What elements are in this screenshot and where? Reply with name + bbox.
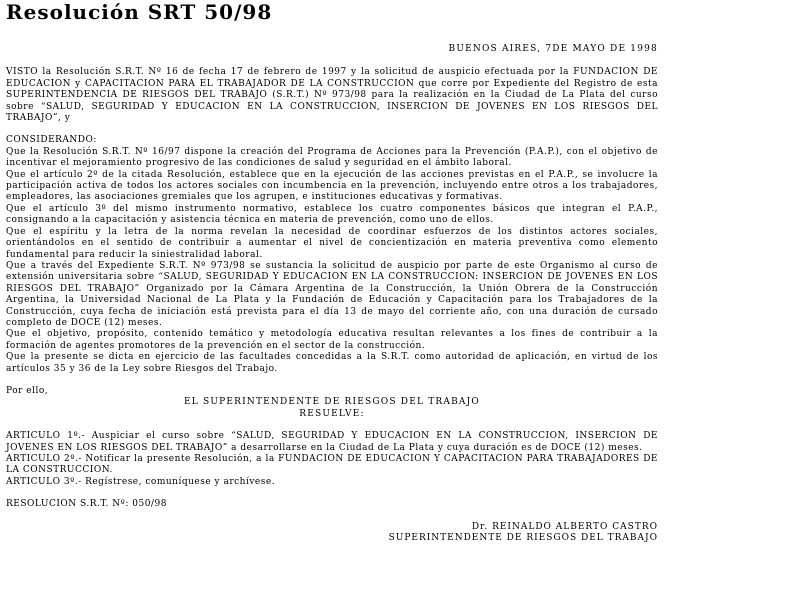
considerando-paragraph: Que la presente se dicta en ejercicio de las facultades concedidas a la S.R.T. como autoridad de aplicación, en virtud de los artículos 35 y 36 de la Ley sobre Riesgos del Trabajo. xyxy=(6,352,658,374)
considerando-heading: CONSIDERANDO: xyxy=(6,135,97,146)
considerando-paragraph: Que el espíritu y la letra de la norma revelan la necesidad de coordinar esfuerzos de los distintos actores sociales, orientándolos en el sentido de contribuir a aumentar el nivel de concientización en materia preventiva como elemento fundamental para reducir la siniestralidad laboral. xyxy=(6,226,658,260)
articulo-paragraph: ARTICULO 3º.- Regístrese, comuníquese y archívese. xyxy=(6,476,276,487)
signature-position: SUPERINTENDENTE DE RIESGOS DEL TRABAJO xyxy=(388,533,658,544)
signature-name: Dr. REINALDO ALBERTO CASTRO xyxy=(471,521,658,532)
considerando-paragraph: Que el objetivo, propósito, contenido temático y metodología educativa resultan relevantes a los fines de contribuir a la formación de agentes promotores de la prevención en el sector de la construcción. xyxy=(6,329,658,351)
document-body xyxy=(6,44,658,544)
articulo-paragraph: ARTICULO 2º.- Notificar la presente Resolución, a la FUNDACION DE EDUCACION Y CAPACITACION PARA TRABAJADORES DE LA CONSTRUCCION. xyxy=(6,454,658,476)
resuelve-heading: RESUELVE: xyxy=(299,408,365,419)
considerando-paragraph: Que el artículo 3º del mismo instrumento normativo, establece los cuatro componentes básicos que integran el P.A.P., consignando a la capacitación y asistencia técnica en materia de prevención, como uno de ellos. xyxy=(6,203,658,226)
considerando-paragraph: Que el artículo 2º de la citada Resolución, establece que en la ejecución de las acciones previstas en el P.A.P., se involucre la participación activa de todos los actores sociales con incumbencia en la prevención, incluyendo entre otros a los trabajadores, empleadores, las asociaciones gremiales que los agrupen, e instituciones educativas y formativas. xyxy=(6,169,658,203)
articulo-paragraph: ARTICULO 1º.- Auspiciar el curso sobre “SALUD, SEGURIDAD Y EDUCACION EN LA CONSTRUCCION, INSERCION DE JOVENES EN LOS RIESGOS DEL TRABAJO” a desarrollarse en la Ciudad de La Plata y cuya duración es de DOCE (12) meses. xyxy=(6,431,658,453)
document-title: Resolución SRT 50/98 xyxy=(6,0,273,24)
considerando-paragraph: Que la Resolución S.R.T. Nº 16/97 dispone la creación del Programa de Acciones para la Prevención (P.A.P.), con el objetivo de incentivar el mejoramiento progresivo de las condiciones de salud y seguridad en el ámbito laboral. xyxy=(6,146,658,169)
considerando-paragraph: Que a través del Expediente S.R.T. Nº 973/98 se sustancia la solicitud de auspicio por parte de este Organismo al curso de extensión universitaria sobre “SALUD, SEGURIDAD Y EDUCACION EN LA CONSTRUCCION: INSERCION DE JOVENES EN LOS RIESGOS DEL TRABAJO” Organizado por la Cámara Argentina de la Construcción, la Unión Obrera de la Construcción Argentina, la Universidad Nacional de La Plata y la Fundación de Educación y Capacitación para los Trabajadores de la Construcción, cuya fecha de iniciación está prevista para el día 13 de mayo del corriente año, con una duración de cursado completo de DOCE (12) meses. xyxy=(6,260,658,328)
por-ello: Por ello, xyxy=(6,385,49,396)
visto-paragraph: VISTO la Resolución S.R.T. Nº 16 de fecha 17 de febrero de 1997 y la solicitud de auspicio efectuada por la FUNDACION DE EDUCACION y CAPACITACION PARA EL TRABAJADOR DE LA CONSTRUCCION que corre por Expediente del Registro de esta SUPERINTENDENCIA DE RIESGOS DEL TRABAJO (S.R.T.) Nº 973/98 para la realización en la Ciudad de La Plata del curso sobre “SALUD, SEGURIDAD Y EDUCACION EN LA CONSTRUCCION, INSERCION DE JOVENES EN LOS RIESGOS DEL TRABAJO”, y xyxy=(6,67,658,124)
date-line: BUENOS AIRES, 7DE MAYO DE 1998 xyxy=(448,44,658,54)
authority-heading: EL SUPERINTENDENTE DE RIESGOS DEL TRABAJO xyxy=(183,397,481,408)
resolution-number: RESOLUCION S.R.T. Nº: 050/98 xyxy=(6,499,167,510)
